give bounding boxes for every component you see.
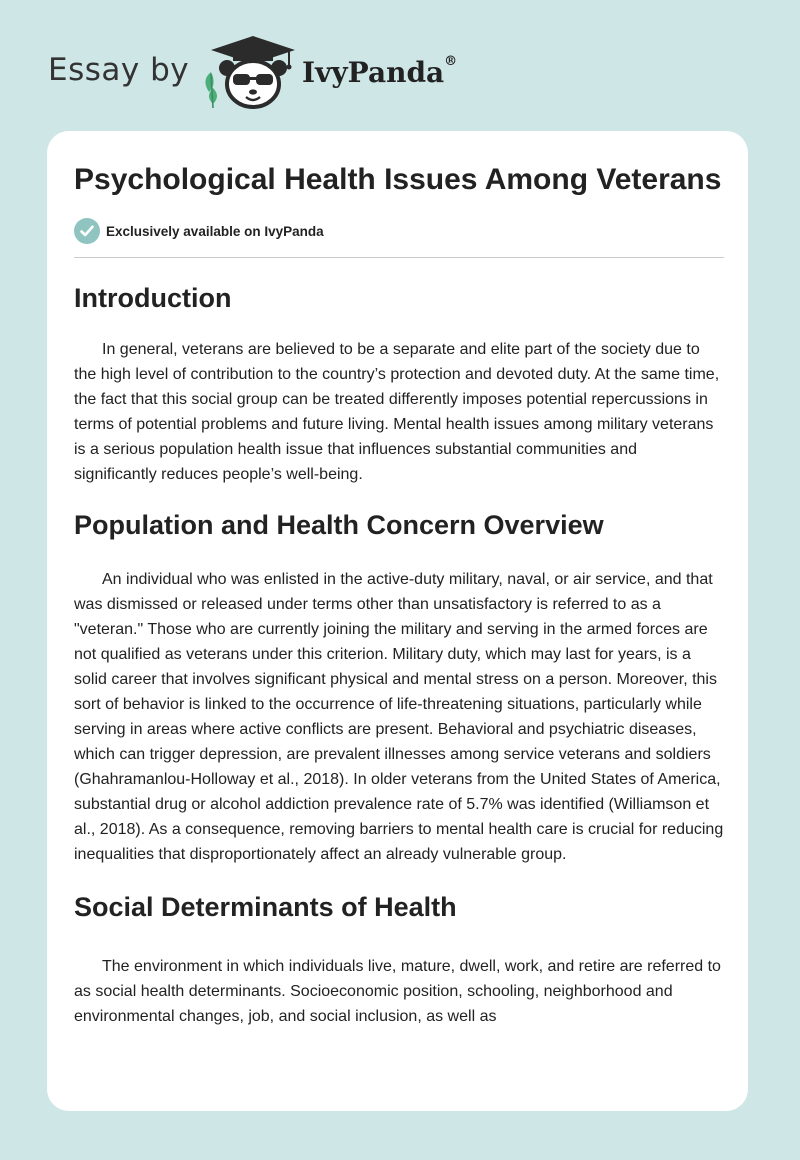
brand-label: IvyPanda [302,56,445,89]
article-content [74,159,724,1029]
section-heading-introduction: Introduction [74,283,232,313]
exclusive-badge [74,217,724,245]
essay-by-label: Essay by [48,52,190,88]
brand-name[interactable] [302,56,457,89]
check-icon [74,218,100,244]
panda-logo-icon[interactable] [203,34,303,110]
section-heading-social-determinants: Social Determinants of Health [74,892,457,922]
page-title: Psychological Health Issues Among Veterans [74,163,722,196]
section-heading-population: Population and Health Concern Overview [74,510,604,540]
site-header [48,34,548,114]
section-paragraph-population: An individual who was enlisted in the active-duty military, naval, or air service, and that was dismissed or released under terms other than unsatisfactory is referred to as a "veteran." Those who are currently joining the military and serving in the armed forces are not qualified as veterans under this criterion. Military duty, which may last for years, is a solid career that involves significant physical and mental stress on a person. Moreover, this sort of behavior is linked to the occurrence of life-threatening situations, particularly while serving in areas where active conflicts are present. Behavioral and psychiatric diseases, which can trigger depression, are prevalent illnesses among service veterans and soldiers (Ghahramanlou-Holloway et al., 2018). In older veterans from the United States of America, substantial drug or alcohol addiction prevalence rate of 5.7% was identified (Williamson et al., 2018). As a consequence, removing barriers to mental health care is crucial for reducing inequalities that disproportionately affect an already vulnerable group. [74,571,724,863]
section-paragraph-introduction: In general, veterans are believed to be a separate and elite part of the society due to the high level of contribution to the country’s protection and devoted duty. At the same time, the fact that this social group can be treated differently imposes potential repercussions in terms of potential problems and future living. Mental health issues among military veterans is a serious population health issue that influences substantial communities and significantly reduces people’s well-being. [74,341,720,483]
article-card [47,131,748,1111]
section-paragraph-social-determinants: The environment in which individuals live, mature, dwell, work, and retire are referred to as social health determinants. Socioeconomic position, schooling, neighborhood and environmental changes, job, and social inclusion, as well as [74,958,721,1025]
registered-mark: ® [444,54,458,69]
divider [74,257,724,258]
exclusive-label: Exclusively available on IvyPanda [106,223,324,239]
